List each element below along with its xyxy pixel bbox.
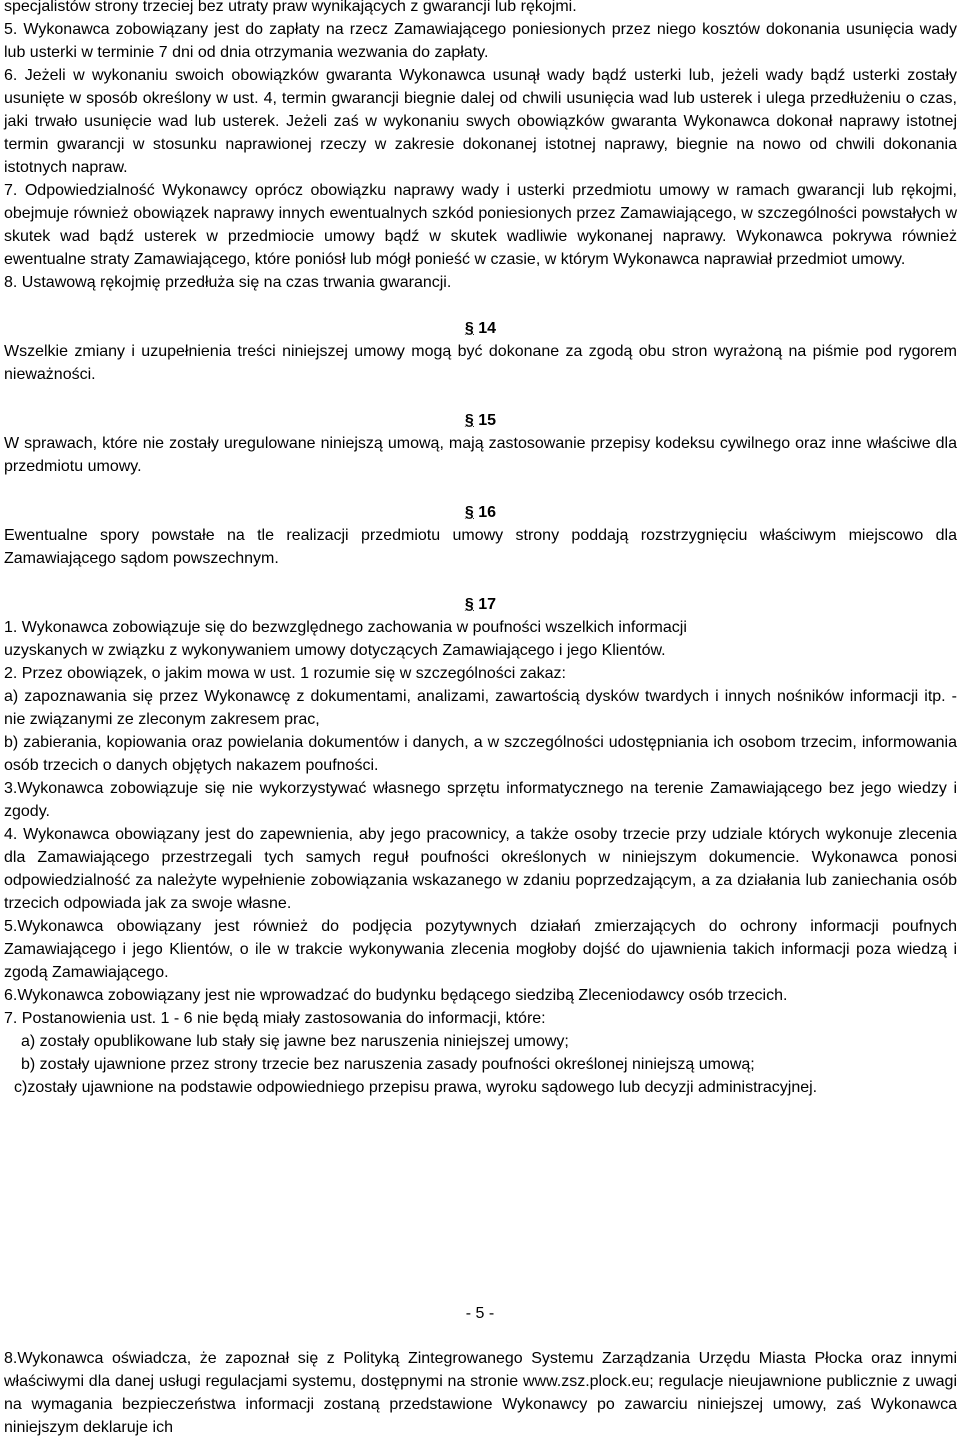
section-15-text: W sprawach, które nie zostały uregulowane niniejszą umową, mają zastosowanie przepisy kodeksu cywilnego oraz inne właściwe dla przedmiotu umowy. bbox=[4, 435, 957, 475]
section-heading-17 bbox=[4, 593, 957, 616]
section-17-point-1: 1. Wykonawca zobowiązuje się do bezwzględnego zachowania w poufności wszelkich informacji bbox=[4, 619, 687, 636]
section-number: 16 bbox=[478, 504, 497, 521]
section-14-text: Wszelkie zmiany i uzupełnienia treści niniejszej umowy mogą być dokonane za zgodą obu stron wyrażoną na piśmie pod rygorem nieważności. bbox=[4, 343, 957, 383]
section-sign: § bbox=[464, 596, 474, 613]
page-number: - 5 - bbox=[465, 1305, 495, 1322]
section-sign: § bbox=[464, 412, 474, 429]
section-number: 15 bbox=[478, 412, 497, 429]
section-17-point-3: 3.Wykonawca zobowiązuje się nie wykorzystywać własnego sprzętu informatycznego na terenie Zamawiającego bez jego wiedzy i zgody. bbox=[4, 780, 957, 820]
section-17-point-4: 4. Wykonawca obowiązany jest do zapewnienia, aby jego pracownicy, a także osoby trzecie przy udziale których wykonuje zlecenia dla Zamawiającego przestrzegali tych samych reguł poufności określonych w niniejszym dokumencie. Wykonawca ponosi odpowiedzialność za należyte wypełnienie zobowiązania wskazanego w zdaniu poprzedzającym, a za działania lub zaniechania osób trzecich odpowiada jak za swoje własne. bbox=[4, 826, 957, 912]
paragraph-7: 7. Odpowiedzialność Wykonawcy oprócz obowiązku naprawy wady i usterki przedmiotu umowy w ramach gwarancji lub rękojmi, obejmuje również obowiązek naprawy innych ewentualnych szkód poniesionych przez Zamawiającego, w szczególności powstałych w skutek wad bądź usterek w przedmiocie umowy bądź w skutek wadliwie wykonanej naprawy. Wykonawca pokrywa również ewentualne straty Zamawiającego, które poniósł lub mógł ponieść w czasie, w którym Wykonawca naprawiał przedmiot umowy. bbox=[4, 182, 957, 268]
document-page bbox=[4, 0, 957, 1099]
section-sign: § bbox=[464, 320, 474, 337]
section-17-point-5: 5.Wykonawca obowiązany jest również do podjęcia pozytywnych działań zmierzających do ochrony informacji poufnych Zamawiającego i jego Klientów, o ile w trakcie wykonywania zlecenia mogłoby dojść do ujawnienia takich informacji poza wiedzą i zgodą Zamawiającego. bbox=[4, 918, 957, 981]
paragraph-6: 6. Jeżeli w wykonaniu swoich obowiązków gwaranta Wykonawca usunął wady bądź usterki lub, jeżeli wady bądź usterki zostały usunięte w sposób określony w ust. 4, termin gwarancji biegnie dalej od chwili usunięcia wad lub usterek i ulega przedłużeniu o czas, jaki trwało usunięcie wad lub usterek. Jeżeli zaś w wykonaniu swych obowiązków gwaranta Wykonawca dokonał naprawy istotnej termin gwarancji w stosunku naprawionej rzeczy w zakresie dokonanej istotnej naprawy, biegnie na nowo od chwili dokonania istotnych napraw. bbox=[4, 67, 957, 176]
section-number: 14 bbox=[478, 320, 497, 337]
section-number: 17 bbox=[478, 596, 497, 613]
section-heading-14 bbox=[4, 317, 957, 340]
section-17-point-2a: a) zapoznawania się przez Wykonawcę z dokumentami, analizami, zawartością dysków twardych i innych nośników informacji itp. - nie związanymi ze zleconym zakresem prac, bbox=[4, 688, 957, 728]
paragraph-warranty-continuation: specjalistów strony trzeciej bez utraty praw wynikających z gwarancji lub rękojmi. bbox=[4, 0, 577, 15]
section-17-point-2: 2. Przez obowiązek, o jakim mowa w ust. 1 rozumie się w szczególności zakaz: bbox=[4, 665, 566, 682]
section-17-point-7b: b) zostały ujawnione przez strony trzecie bez naruszenia zasady poufności określonej niniejszą umową; bbox=[21, 1056, 755, 1073]
section-17-point-6: 6.Wykonawca zobowiązany jest nie wprowadzać do budynku będącego siedzibą Zleceniodawcy osób trzecich. bbox=[4, 987, 788, 1004]
section-17-point-2b: b) zabierania, kopiowania oraz powielania dokumentów i danych, a w szczególności udostępniania ich osobom trzecim, informowania osób trzecich o danych objętych nakazem poufności. bbox=[4, 734, 957, 774]
next-page-fragment bbox=[4, 1347, 957, 1439]
section-heading-16 bbox=[4, 501, 957, 524]
section-sign: § bbox=[464, 504, 474, 521]
paragraph-5: 5. Wykonawca zobowiązany jest do zapłaty na rzecz Zamawiającego poniesionych przez niego kosztów dokonania usunięcia wady lub usterki w terminie 7 dni od dnia otrzymania wezwania do zapłaty. bbox=[4, 21, 957, 61]
section-17-point-8: 8.Wykonawca oświadcza, że zapoznał się z Polityką Zintegrowanego Systemu Zarządzania Urzędu Miasta Płocka oraz innymi właściwymi dla danej usługi regulacjami systemu, dostępnymi na stronie www.zsz.plock.eu; regulacje nieujawnione publicznie z uwagi na wymagania bezpieczeństwa informacji zostaną przedstawione Wykonawcy po zawarciu niniejszej umowy, zaś Wykonawca niniejszym deklaruje ich bbox=[4, 1350, 957, 1436]
section-16-text: Ewentualne spory powstałe na tle realizacji przedmiotu umowy strony poddają rozstrzygnięciu właściwym miejscowo dla Zamawiającego sądom powszechnym. bbox=[4, 527, 957, 567]
paragraph-8: 8. Ustawową rękojmię przedłuża się na czas trwania gwarancji. bbox=[4, 274, 452, 291]
section-heading-15 bbox=[4, 409, 957, 432]
section-17-point-1-cont: uzyskanych w związku z wykonywaniem umowy dotyczących Zamawiającego i jego Klientów. bbox=[4, 642, 666, 659]
section-17-point-7a: a) zostały opublikowane lub stały się jawne bez naruszenia niniejszej umowy; bbox=[21, 1033, 569, 1050]
section-17-point-7: 7. Postanowienia ust. 1 - 6 nie będą miały zastosowania do informacji, które: bbox=[4, 1010, 546, 1027]
section-17-point-7c: c)zostały ujawnione na podstawie odpowiedniego przepisu prawa, wyroku sądowego lub decyzji administracyjnej. bbox=[14, 1079, 818, 1096]
